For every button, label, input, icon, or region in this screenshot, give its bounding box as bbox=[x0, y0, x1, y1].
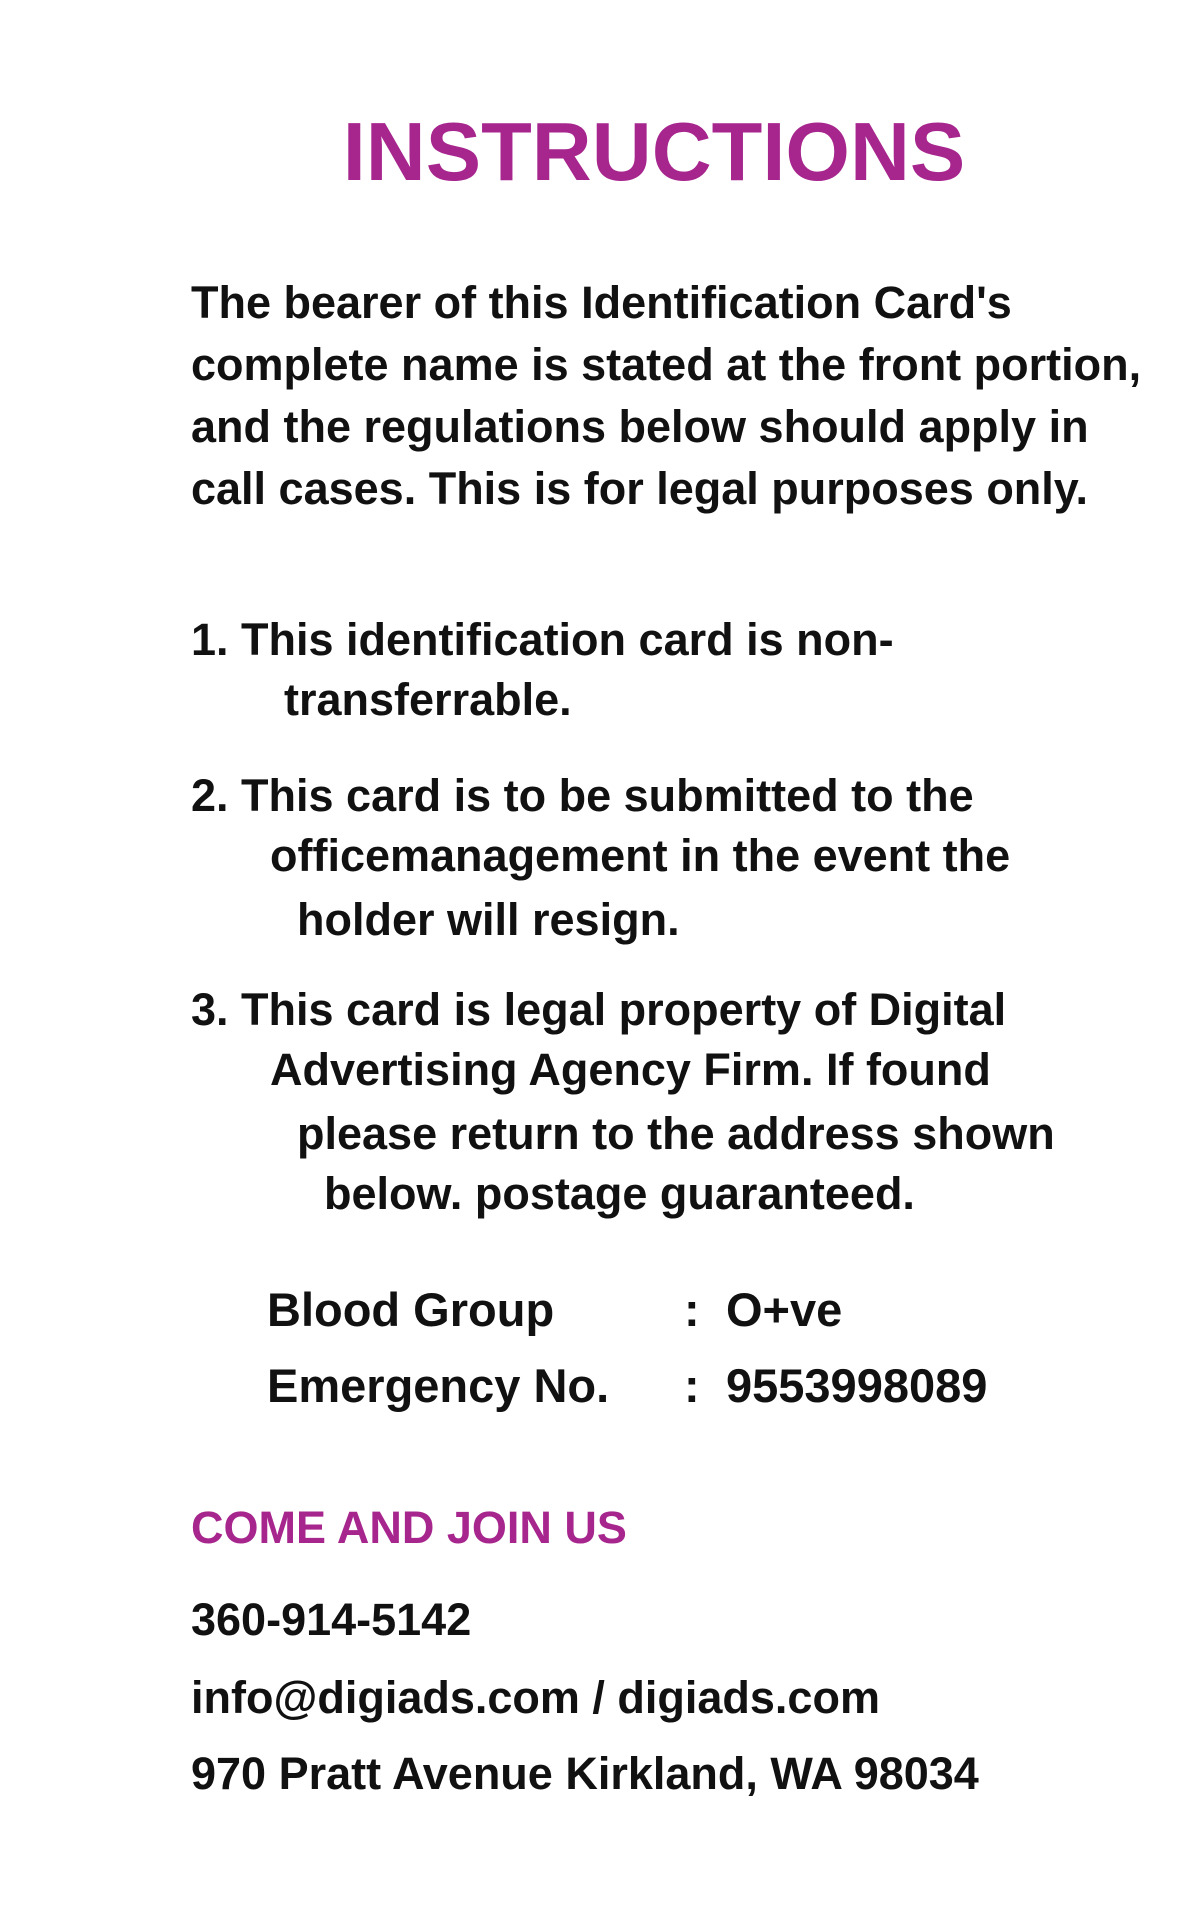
blood-group-value: O+ve bbox=[726, 1283, 843, 1336]
contact-address: 970 Pratt Avenue Kirkland, WA 98034 bbox=[191, 1748, 979, 1799]
contact-phone: 360-914-5142 bbox=[191, 1594, 472, 1645]
rule-3-line-2: Advertising Agency Firm. If found bbox=[270, 1044, 991, 1095]
join-heading: COME AND JOIN US bbox=[191, 1502, 627, 1553]
rule-2-line-1: 2. This card is to be submitted to the bbox=[191, 770, 974, 821]
blood-group-separator: : bbox=[684, 1283, 700, 1336]
rule-3-line-4: below. postage guaranteed. bbox=[324, 1168, 915, 1219]
emergency-separator: : bbox=[684, 1359, 700, 1412]
rule-3-line-1: 3. This card is legal property of Digital bbox=[191, 984, 1007, 1035]
page-title: INSTRUCTIONS bbox=[342, 105, 966, 198]
emergency-value: 9553998089 bbox=[726, 1359, 988, 1412]
rule-2-line-3: holder will resign. bbox=[297, 894, 680, 945]
blood-group-label: Blood Group bbox=[267, 1283, 555, 1336]
rule-3-line-3: please return to the address shown bbox=[297, 1108, 1055, 1159]
rule-2-line-2: officemanagement in the event the bbox=[270, 830, 1011, 881]
intro-paragraph: The bearer of this Identification Card's complete name is stated at the front portion, and the regulations below should apply in call cases. This is for legal purposes only. bbox=[191, 277, 1142, 514]
rule-1-line-2: transferrable. bbox=[284, 674, 572, 725]
emergency-label: Emergency No. bbox=[267, 1359, 610, 1412]
rule-1-line-1: 1. This identification card is non- bbox=[191, 614, 894, 665]
contact-web: info@digiads.com / digiads.com bbox=[191, 1672, 880, 1723]
